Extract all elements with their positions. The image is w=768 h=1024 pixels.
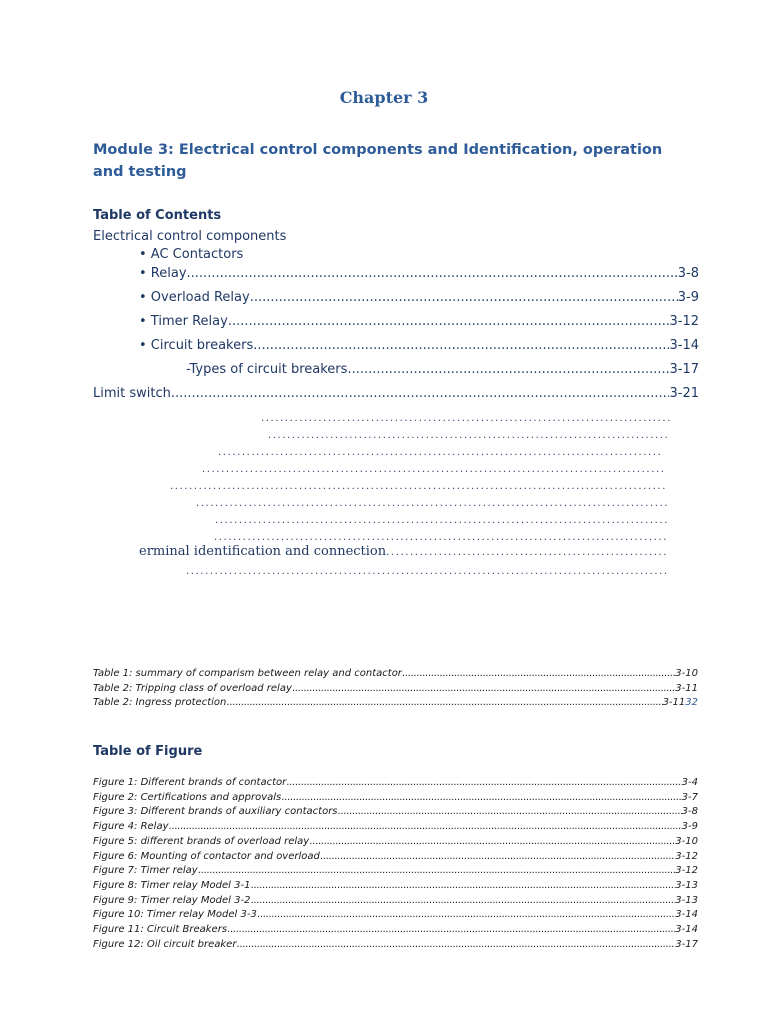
figure-list-item[interactable] [93,895,698,909]
figure-list-page: 3-4 [681,777,698,788]
table-list-leader-dots [292,683,675,694]
toc-item-label: • Overload Relay [139,290,250,305]
toc-item-page: 3-14 [669,338,699,353]
table-list-label: Table 1: summary of comparism between relay and contactor [93,668,402,679]
toc-section-title: Electrical control components [93,229,287,244]
figure-list-heading: Table of Figure [93,744,203,759]
toc-item-page: 3-12 [669,314,699,329]
figure-list-item[interactable] [93,792,698,806]
figure-list-page: 3-14 [675,909,698,921]
figure-list-page: 3-17 [675,938,698,950]
toc-item-circuit-breakers[interactable] [139,338,699,353]
figure-list-leader-dots [250,895,675,906]
chapter-title: Chapter 3 [339,88,429,107]
figure-list-item[interactable] [93,909,698,923]
figure-list-page: 3-13 [675,894,698,906]
figure-list-leader-dots [257,909,675,920]
table-list-page-extra: 32 [685,697,698,708]
table-list-page: 3-11 [675,683,698,694]
toc-item-label: erminal identification and connection [139,544,387,559]
figure-list-leader-dots [227,924,675,935]
toc-empty-leader-line [202,464,665,475]
figure-list-label: Figure 7: Timer relay [93,865,198,877]
toc-item-label: • AC Contactors [139,247,244,262]
figure-list-item[interactable] [93,939,698,953]
figure-list-item[interactable] [93,836,698,850]
toc-item-label: -Types of circuit breakers [186,362,348,377]
figure-list-item[interactable] [93,880,698,894]
figure-list-label: Figure 2: Certifications and approvals [93,791,282,803]
figure-list-item[interactable] [93,806,698,820]
toc-item-ac-contactors[interactable] [139,247,439,262]
toc-item-page: 3-9 [677,290,699,305]
toc-leader-dots [347,362,669,377]
toc-leader-dots [228,314,670,329]
figure-list-page: 3-12 [675,850,698,862]
toc-empty-leader-line [196,498,667,509]
toc-item-relay[interactable] [139,266,699,281]
figure-list-item[interactable] [93,821,698,835]
table-list-page: 3-11 [662,697,686,708]
toc-empty-leader-line [214,532,668,543]
figure-list-item[interactable] [93,851,698,865]
figure-list-leader-dots [286,777,681,788]
toc-empty-leader-line [218,447,663,458]
figure-list-label: Figure 5: different brands of overload relay [93,835,310,847]
figure-list-label: Figure 9: Timer relay Model 3-2 [93,894,251,906]
figure-list-label: Figure 11: Circuit Breakers [93,924,228,935]
figure-list-label: Figure 10: Timer relay Model 3-3 [93,909,257,921]
figure-list-item[interactable] [93,777,698,791]
toc-item-label: Limit switch [93,386,171,401]
toc-empty-leader-line [170,481,667,492]
toc-item-terminal-identification[interactable] [139,544,669,559]
figure-list-leader-dots [320,851,675,862]
figure-list-page: 3-8 [681,806,698,818]
module-title: Module 3: Electrical control components and Identification, operation and testing [93,142,663,180]
table-list-item[interactable] [93,683,698,697]
figure-list-label: Figure 6: Mounting of contactor and overload [93,850,320,862]
toc-leader-dots [250,290,678,305]
toc-item-timer-relay[interactable] [139,314,699,329]
toc-leader-dots [253,338,669,353]
figure-list-leader-dots [169,821,682,832]
toc-leader-dots [187,266,678,281]
table-list-page: 3-10 [675,668,698,679]
figure-list-label: Figure 8: Timer relay Model 3-1 [93,879,251,891]
figure-list-label: Figure 4: Relay [93,821,169,833]
figure-list-label: Figure 3: Different brands of auxiliary contactors [93,806,338,818]
figure-list-item[interactable] [93,865,698,879]
toc-item-page: 3-8 [677,266,699,281]
figure-list-leader-dots [250,880,675,891]
table-list-item[interactable] [93,668,698,682]
toc-item-page: 3-21 [669,386,699,401]
figure-list-page: 3-12 [675,865,698,877]
figure-list-page: 3-9 [681,821,698,833]
toc-item-overload-relay[interactable] [139,290,699,305]
figure-list-page: 3-13 [675,879,698,891]
toc-item-label: • Circuit breakers [139,338,254,353]
toc-item-limit-switch[interactable] [93,386,699,401]
toc-heading: Table of Contents [93,208,222,223]
toc-empty-leader-line [261,413,671,424]
toc-empty-leader-line [268,430,670,441]
figure-list-label: Figure 12: Oil circuit breaker [93,938,237,950]
figure-list-page: 3-7 [681,791,698,803]
table-list-leader-dots [402,668,675,679]
table-list-leader-dots [226,697,662,708]
table-list-label: Table 2: Tripping class of overload relay [93,683,292,694]
toc-leader-dots [386,547,669,558]
table-list-item[interactable] [93,697,698,711]
figure-list-label: Figure 1: Different brands of contactor [93,777,287,788]
toc-leader-dots [171,386,670,401]
figure-list-leader-dots [281,792,681,803]
toc-item-label: • Relay [139,266,187,281]
figure-list-leader-dots [236,939,675,950]
figure-list-item[interactable] [93,924,698,938]
figure-list-leader-dots [198,865,676,876]
figure-list-page: 3-14 [675,924,698,935]
figure-list-page: 3-10 [675,835,698,847]
toc-item-label: • Timer Relay [139,314,228,329]
toc-empty-leader-line [215,515,668,526]
toc-item-types-of-circuit-breakers[interactable] [186,362,699,377]
table-list-label: Table 2: Ingress protection [93,697,227,708]
figure-list-leader-dots [338,806,682,817]
toc-empty-leader-line [186,566,667,577]
toc-item-page: 3-17 [669,362,699,377]
figure-list-leader-dots [309,836,675,847]
